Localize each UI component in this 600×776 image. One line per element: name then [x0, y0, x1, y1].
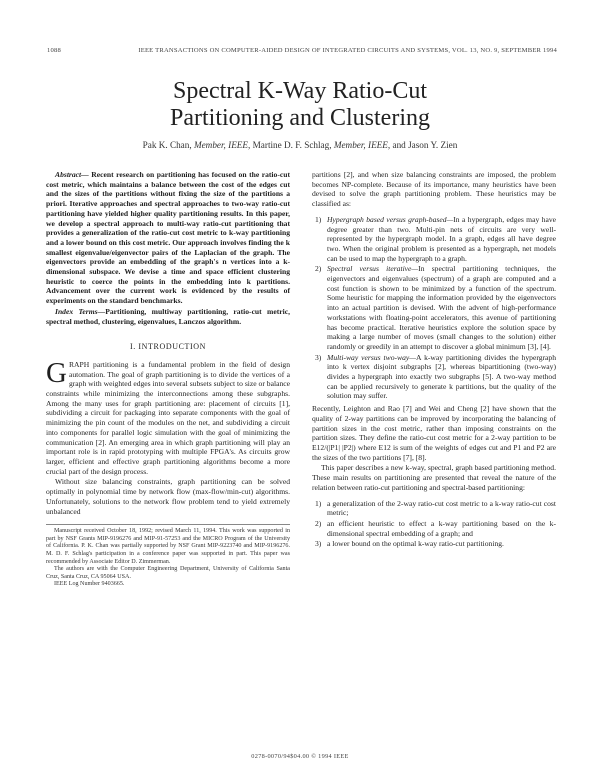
- footnote: [46, 524, 290, 589]
- list-item: 3) Multi-way versus two-way—A k-way partitioning divides the hypergraph into k vertex disjoint subgraphs [2], whereas bipartitioning (two-way) divides a hypergraph into exactly two subgraphs [5]. A two-way method can be applied recursively to generate k partitions, but the quality of the solution may suffer.: [315, 352, 557, 401]
- title-line-2: Partitioning and Clustering: [170, 105, 430, 131]
- abstract: [46, 170, 290, 306]
- author-line: [0, 140, 600, 150]
- index-terms: [46, 307, 290, 326]
- title-line-1: Spectral K-Way Ratio-Cut: [172, 78, 427, 104]
- contributions-list: [312, 499, 556, 550]
- drop-cap: G: [46, 356, 67, 389]
- section-heading: I. INTRODUCTION: [129, 342, 207, 352]
- list-item-text: a lower bound on the optimal k-way ratio-cut partitioning.: [327, 539, 504, 549]
- right-paragraph-2: Recently, Leighton and Rao [7] and Wei and Cheng [2] have shown that the quality of 2-way partitions can be improved by incorporating the balancing of partition sizes in the cost metric, rather than imposing constraints on the partition sizes. They define the ratio-cut cost metric for a 2-way partition to be E12/(|P1| |P2|) where E12 is sum of the weights of edges cut and P1 and P2 are the sizes of the two partitions [7], [8].: [312, 404, 556, 462]
- paper-title: [0, 78, 600, 132]
- page-number: 1088: [47, 47, 61, 54]
- list-item: 2) Spectral versus iterative—In spectral partitioning techniques, the eigenvectors and eigenvalues (spectrum) of a graph are computed and a cost function is shown to be minimized by a function of the spectrum. Some heuristic for mapping the information provided by the eigenvectors into an actual partition is devised. With the advent of high-performance workstations with floating-point accelerators, this avenue of partitioning has become practical. Iterative heuristics explore the solution space by making a large number of moves (small changes to the solution) either randomly or greedily in an attempt to discover a global minimum [3], [4].: [315, 264, 556, 351]
- author-2-name: Martine D. F. Schlag,: [252, 140, 332, 150]
- author-3-name: and Jason Y. Zien: [392, 140, 458, 150]
- abstract-text: Recent research on partitioning has focused on the ratio-cut cost metric, which maintains a balance between the cost of the edges cut and the sizes of the partitions without fixing the size of the partitions a priori. Iterative approaches and spectral approaches to two-way ratio-cut partitioning have yielded higher quality partitioning results. In this paper, we develop a spectral approach to multi-way ratio-cut partitioning that provides a generalization of the ratio-cut cost metric to k-way partitioning and a lower bound on this cost metric. Our approach involves finding the k smallest eigenvalue/eigenvector pairs of the Laplacian of the graph. The eigenvectors provide an embedding of the graph's n vertices into a k-dimensional subspace. We devise a time and space efficient clustering heuristic to coerce the points in the embedding into k partitions. Advancement over the current work is evidenced by the results of experiments on the standard benchmarks.: [46, 170, 290, 306]
- footnote-manuscript: Manuscript received October 18, 1992; revised March 11, 1994. This work was supported in part by NSF Grants MIP-9196276 and MIP-91-57253 and the MICRO Program of the University of California. P. K. Chan was partially supported by NSF Grant MIP-9223740 and MIP-9196276. M. D. F. Schlag's participation in a conference paper was supported in part. This paper was recommended by Associate Editor D. Zimmerman.: [46, 528, 290, 565]
- abstract-label: Abstract—: [55, 170, 89, 179]
- right-column: [312, 170, 556, 552]
- footnote-affiliation: The authors are with the Computer Engineering Department, University of California Santa Cruz, Santa Cruz, CA 95064 USA.: [46, 566, 290, 580]
- list-item: 1) a generalization of the 2-way ratio-cut cost metric to a k-way ratio-cut cost metric;: [315, 498, 556, 518]
- copyright-footer: 0278-0070/94$04.00 © 1994 IEEE: [251, 753, 349, 760]
- list-item: 3) a lower bound on the optimal k-way ratio-cut partitioning.: [315, 539, 504, 549]
- author-1-name: Pak K. Chan,: [142, 140, 192, 150]
- right-paragraph-3: This paper describes a new k-way, spectral, graph based partitioning method. These main results on partitioning are presented that reveal the nature of the relation between ratio-cut partitioning and spectral-based partitioning:: [312, 463, 556, 492]
- intro-p1-text: RAPH partitioning is a fundamental problem in the field of design automation. The goal of graph partitioning is to divide the vertices of a graph with weighted edges into several subsets subject to size or balance constraints while minimizing the interconnections among these subgraphs. Among the many uses for graph partitioning are: placement of circuits [1], subdividing a circuit for packaging into separate components with the goal of minimizing the pin count of the modules on the net, and subdividing a circuit into components for parallel logic simulation with the goal of minimizing the communication [2]. An emerging area in which graph partitioning will play an important role is in rapid prototyping with multiple FPGA's. As circuits grow larger, efficient and effective graph partitioning algorithms become a more crucial part of the design process.: [46, 359, 290, 476]
- intro-paragraph-1: [46, 356, 290, 476]
- author-1-role: Member, IEEE,: [193, 140, 251, 150]
- list-item: 2) an efficient heuristic to effect a k-way partitioning based on the k-dimensional spectral embedding of a graph; and: [315, 518, 556, 538]
- left-column: [46, 170, 290, 589]
- list-item-head: Hypergraph based versus graph-based—: [327, 214, 454, 224]
- intro-paragraph-2: Without size balancing constraints, graph partitioning can be solved optimally in polynomial time by network flow (max-flow/min-cut) algorithms. Unfortunately, solutions to the network flow problem tend to yield extremely unbalanced: [46, 477, 290, 516]
- running-title: IEEE TRANSACTIONS ON COMPUTER-AIDED DESIGN OF INTEGRATED CIRCUITS AND SYSTEMS, VOL. 13, NO. 9, SEPTEMBER 1994: [138, 47, 557, 54]
- list-item-head: Spectral versus iterative—: [327, 264, 419, 274]
- list-item-head: Multi-way versus two-way—: [327, 352, 417, 362]
- list-item-text: In a hypergraph, edges may have degree greater than two. Multi-pin nets of circuits are very well-represented by the hypergraph model. In a graph, edges all have degree two. When the original problem is presented as a hypergraph, net models can be used to map the hypergraph to a graph.: [327, 214, 556, 263]
- footnote-log: IEEE Log Number 9403665.: [54, 581, 125, 588]
- list-item-text: a generalization of the 2-way ratio-cut cost metric to a k-way ratio-cut cost metric;: [327, 498, 556, 518]
- right-paragraph-1: partitions [2], and when size balancing constraints are imposed, the problem becomes NP-complete. Because of its importance, many heuristics have been devised to solve the graph partitioning problem. These heuristics may be classified as:: [312, 170, 556, 209]
- classification-list: [312, 215, 556, 401]
- list-item-text: In spectral partitioning techniques, the eigenvectors and eigenvalues (spectrum) of a graph are computed and a cost function is shown to be minimized by a function of the spectrum. Some heuristic for mapping the information provided by the eigenvectors into an actual partition is devised. With the advent of high-performance workstations with floating-point accelerators, this avenue of partitioning has become practical. Iterative heuristics explore the solution space by making a large number of moves (small changes to the solution) either randomly or greedily in an attempt to discover a global minimum [3], [4].: [327, 264, 556, 351]
- index-terms-text: Partitioning, multiway partitioning, ratio-cut metric, spectral method, clustering, eigenvalues, Lanczos algorithm.: [46, 306, 290, 326]
- index-terms-label: Index Terms—: [55, 306, 106, 316]
- author-2-role: Member, IEEE,: [333, 140, 391, 150]
- list-item-text: an efficient heuristic to effect a k-way partitioning based on the k-dimensional spectral embedding of a graph; and: [327, 518, 556, 538]
- list-item: 1) Hypergraph based versus graph-based—In a hypergraph, edges may have degree greater than two. Multi-pin nets of circuits are very well-represented by the hypergraph model. In a graph, edges all have degree two. When the original problem is presented as a hypergraph, net models can be used to map the hypergraph to a graph.: [315, 214, 556, 263]
- list-item-text: A k-way partitioning divides the hypergraph into k vertex disjoint subgraphs [2], whereas bipartitioning (two-way) divides a hypergraph into exactly two subgraphs [5]. A two-way method can be applied recursively to generate k partitions, but the quality of the solution may suffer.: [327, 352, 557, 401]
